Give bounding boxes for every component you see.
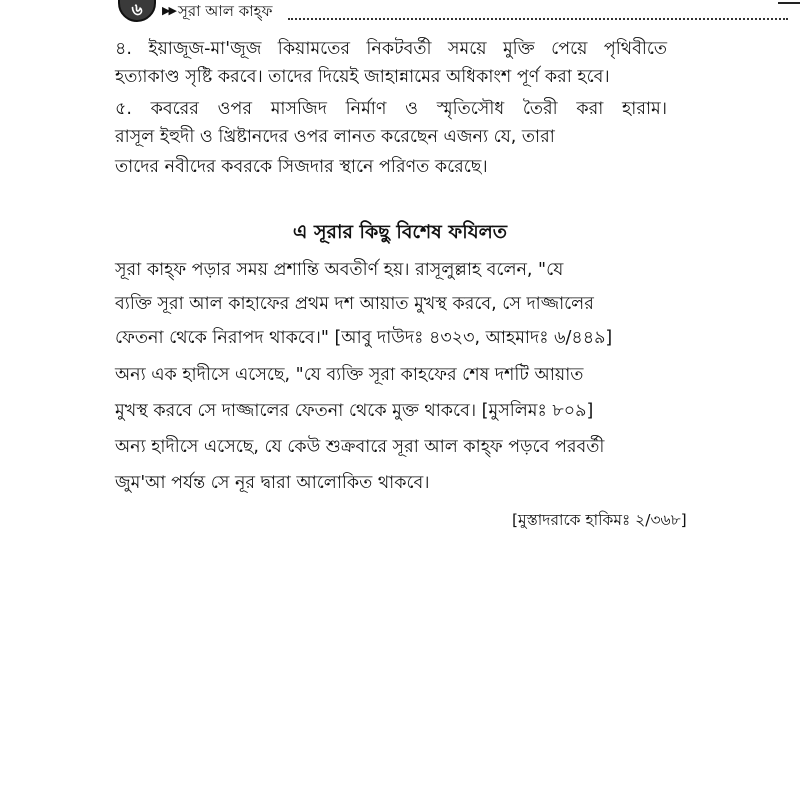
header-corner-border	[778, 2, 800, 26]
header-dotted-rule	[288, 18, 788, 20]
paragraph-line-1: সূরা কাহ্ফ পড়ার সময় প্রশান্তি অবতীর্ণ হয়। রাসূলুল্লাহ বলেন, "যে	[115, 260, 564, 280]
running-header	[118, 0, 708, 28]
paragraph-line-3: ফেতনা থেকে নিরাপদ থাকবে।" [আবু দাউদঃ ৪৩২৩, আহমাদঃ ৬/৪৪৯]	[115, 328, 613, 348]
running-title: সূরা আল কাহ্ফ	[178, 2, 273, 20]
point-4-line-2: হত্যাকাণ্ড সৃষ্টি করবে। তাদের দিয়েই জাহান্নামের অধিকাংশ পূর্ণ করা হবে।	[115, 67, 610, 87]
hakim-citation: [মুস্তাদরাকে হাকিমঃ ২/৩৬৮]	[512, 511, 687, 529]
point-5-line-2-text: রাসূল ইহুদী ও খ্রিষ্টানদের ওপর লানত করেছেন এজন্য যে, তারা	[115, 127, 555, 147]
double-arrow-icon: ▶▶	[162, 4, 175, 17]
paragraph-line-6: অন্য হাদীসে এসেছে, যে কেউ শুক্রবারে সূরা আল কাহ্ফ পড়বে পরবর্তী	[115, 437, 605, 457]
section-heading: এ সূরার কিছু বিশেষ ফযিলত	[292, 221, 508, 243]
point-5-line-3: তাদের নবীদের কবরকে সিজদার স্থানে পরিণত করেছে।	[115, 157, 488, 177]
point-5-line-2	[115, 124, 555, 153]
paragraph-line-7: জুম'আ পর্যন্ত সে নূর দ্বারা আলোকিত থাকবে।	[115, 473, 430, 493]
paragraph-line-5: মুখস্থ করবে সে দাজ্জালের ফেতনা থেকে মুক্ত থাকবে। [মুসলিমঃ ৮০৯]	[115, 401, 594, 421]
paragraph-line-2: ব্যক্তি সূরা আল কাহাফের প্রথম দশ আয়াত মুখস্থ করবে, সে দাজ্জালের	[115, 294, 594, 314]
page-number-badge: ৬	[118, 0, 156, 22]
point-4-line-1: ৪. ইয়াজূজ-মা'জূজ কিয়ামতের নিকটবর্তী সময়ে মুক্তি পেয়ে পৃথিবীতে	[115, 39, 667, 59]
point-5-line-1: ৫. কবরের ওপর মাসজিদ নির্মাণ ও স্মৃতিসৌধ তৈরী করা হারাম।	[115, 99, 667, 119]
paragraph-line-4: অন্য এক হাদীসে এসেছে, "যে ব্যক্তি সূরা কাহফের শেষ দশটি আয়াত	[115, 365, 584, 385]
